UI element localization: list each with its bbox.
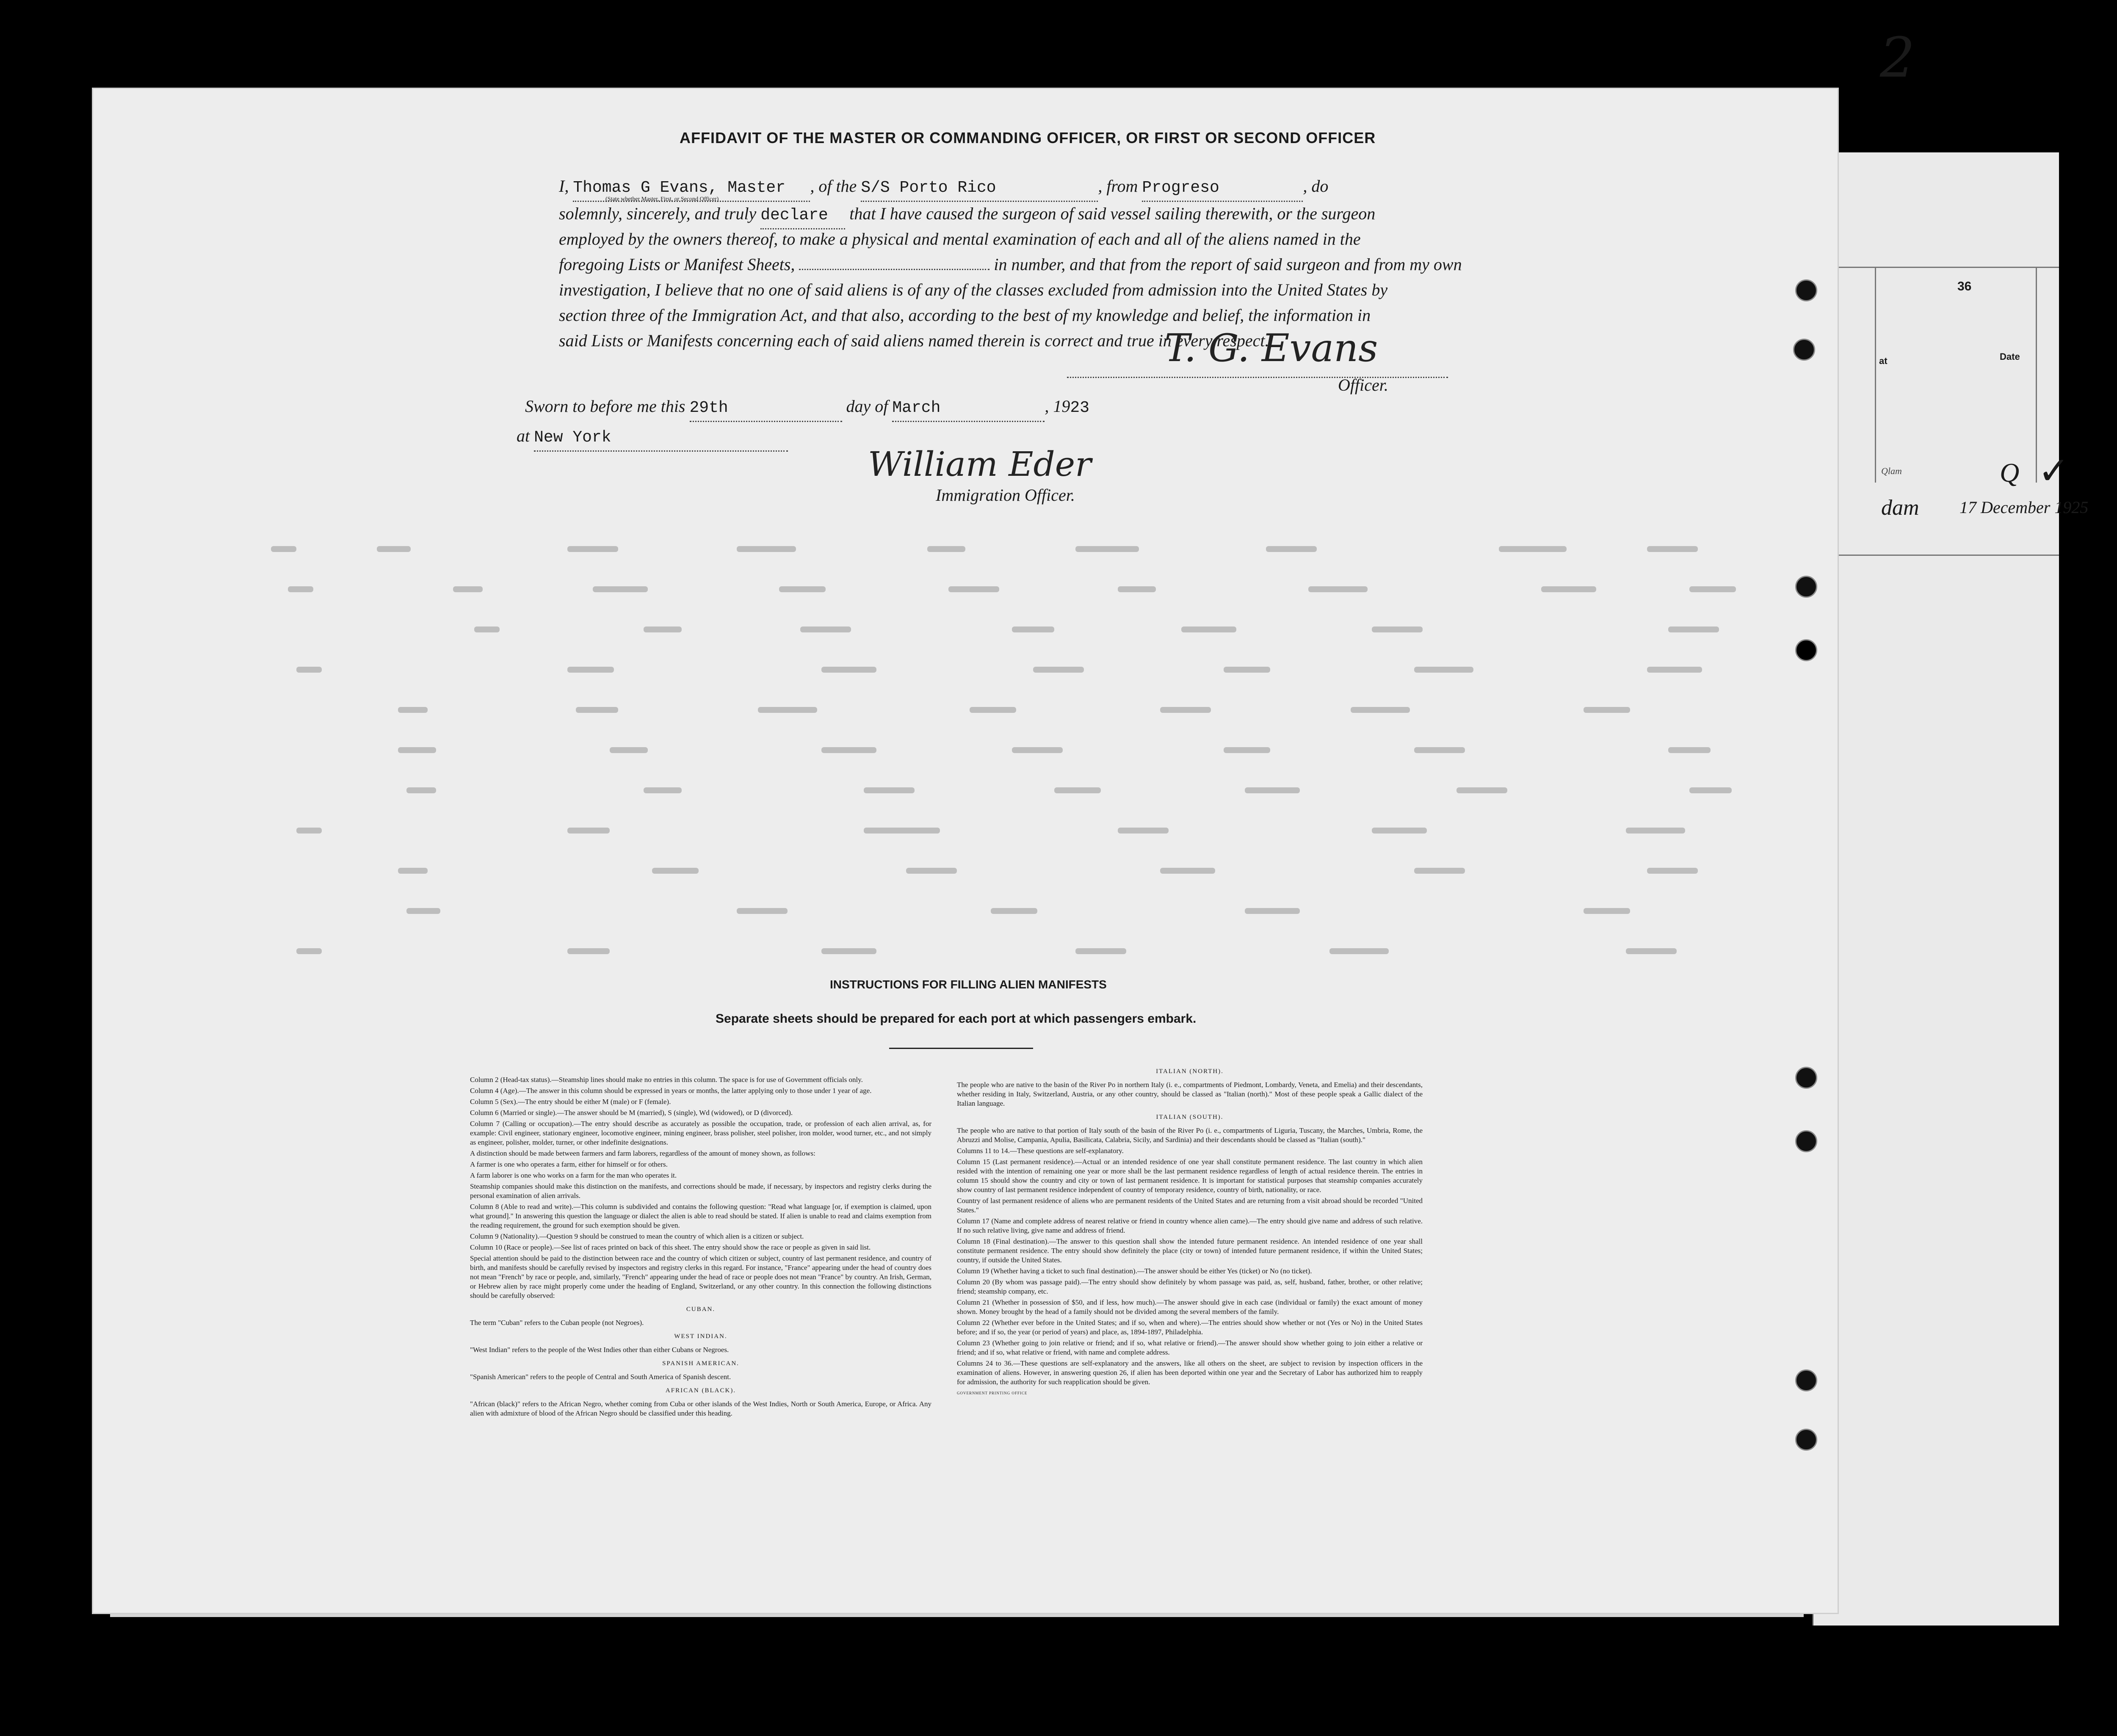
- check-mark: ✓: [2038, 450, 2070, 492]
- instruction-paragraph: Column 21 (Whether in possession of $50, and if less, how much).—The answer should give in each case (individual or family) the exact amount of money shown. Money brought by the head of a family should not be divided among the several members of the family.: [957, 1298, 1423, 1316]
- year-field: 23: [1070, 399, 1089, 417]
- punch-hole: [1795, 639, 1817, 661]
- instruction-paragraph: Column 19 (Whether having a ticket to such final destination).—The answer should be either Yes (ticket) or No (no ticket).: [957, 1267, 1312, 1275]
- instructions-divider: [889, 1048, 1033, 1049]
- punch-hole: [1795, 576, 1817, 598]
- instruction-paragraph: Special attention should be paid to the distinction between race and the country of which citizen or subject, country of last permanent residence, and country of birth, and manifests should be carefully revised by inspectors and registry clerks in this regard. For instance, "France" appearing under the head of country does not mean "French" by race or people, and, similarly, "French" appearing under the head of race or people does not mean "France" by country. An Irish, German, or Hebrew alien by race might properly come under the heading of England, Switzerland, or any other country. In this connection the following distinctions should be carefully observed:: [470, 1254, 931, 1300]
- instruction-paragraph: Column 6 (Married or single).—The answer should be M (married), S (single), Wd (widowed), or D (divorced).: [470, 1109, 793, 1117]
- affidavit-title: AFFIDAVIT OF THE MASTER OR COMMANDING OFFICER, OR FIRST OR SECOND OFFICER: [680, 129, 1376, 146]
- signature-line: [1067, 377, 1448, 378]
- italian-north-text: The people who are native to the basin of the River Po in northern Italy (i. e., compartments of Piedmont, Lombardy, Veneta, and Emelia) and their descendants, whether residing in Italy, Switzerland, Austria, or any other country, should be classed as "Italian (north)." Most of these people speak a Gallic dialect of the Italian language.: [957, 1081, 1423, 1107]
- vessel-field: S/S Porto Rico: [861, 175, 1098, 202]
- punch-hole: [1795, 1369, 1817, 1391]
- back-entry-date: 17 December 1925: [1959, 498, 2089, 517]
- printing-office: GOVERNMENT PRINTING OFFICE: [957, 1391, 1028, 1395]
- instruction-paragraph: Column 8 (Able to read and write).—This column is subdivided and contains the following question: "Read what language [or, if exemption is claimed, upon what ground]." In answering this question the language or dialect the alien is able to read should be stated. If alien is unable to read and claims exemption from the reading requirement, the ground for such exemption should be given.: [470, 1203, 931, 1229]
- instruction-paragraph: Country of last permanent residence of aliens who are permanent residents of the United States and are returning from a visit abroad should be recorded "United States.": [957, 1197, 1423, 1214]
- african-text: "African (black)" refers to the African Negro, whether coming from Cuba or other islands of the West Indies, North or South America, Europe, or Africa. Any alien with admixture of blood of the African Negro should be classified under this heading.: [470, 1400, 931, 1417]
- instruction-paragraph: Column 7 (Calling or occupation).—The entry should describe as accurately as possible the occupation, trade, or profession of each alien arrival, as, for example: Civil engineer, stationary engineer, locomotive engineer, mining engineer, brass polisher, steel polisher, iron molder, wood turner, etc., and not simply as engineer, polisher, molder, turner, or other indefinite designations.: [470, 1120, 931, 1146]
- instruction-paragraph: A distinction should be made between farmers and farm laborers, regardless of the amount of money shown, as follows:: [470, 1149, 815, 1157]
- instructions-right-column: [957, 1063, 1423, 1398]
- back-date-header: Date: [2000, 351, 2020, 362]
- day-field: 29th: [690, 395, 842, 422]
- instruction-paragraph: Column 2 (Head-tax status).—Steamship lines should make no entries in this column. The space is for use of Government officials only.: [470, 1076, 863, 1084]
- affidavit-line-6: section three of the Immigration Act, and that also, according to the best of my knowledge and belief, the information in: [559, 306, 1371, 325]
- instruction-paragraph: Column 5 (Sex).—The entry should be either M (male) or F (female).: [470, 1098, 671, 1106]
- corner-page-number: 2: [1880, 25, 1915, 90]
- bleed-through-rows: [271, 546, 1838, 991]
- officer-label: Officer.: [1338, 375, 1388, 395]
- instruction-paragraph: Column 17 (Name and complete address of nearest relative or friend in country whence alien came).—The entry should give name and address of such relative. If no such relative living, give name and address of friend.: [957, 1217, 1423, 1234]
- punch-hole: [1793, 339, 1815, 361]
- instruction-paragraph: A farm laborer is one who works on a farm for the man who operates it.: [470, 1171, 677, 1179]
- from-port-field: Progreso: [1142, 175, 1303, 202]
- spanish-american-heading: SPANISH AMERICAN.: [662, 1360, 739, 1367]
- spanish-american-text: "Spanish American" refers to the people of Central and South America of Spanish descent.: [470, 1373, 731, 1381]
- west-indian-text: "West Indian" refers to the people of the West Indies other than either Cubans or Negroes.: [470, 1346, 729, 1354]
- affidavit-line-2: solemnly, sincerely, and truly declare that I have caused the surgeon of said vessel sailing therewith, or the surgeon: [559, 201, 1375, 229]
- instruction-paragraph: Columns 24 to 36.—These questions are self-explanatory and the answers, like all others on the sheet, are subject to revision by inspection officers in the examination of aliens. However, in answering question 26, if alien has been deported within one year and the Secretary of Labor has authorized him to reapply for admission, the authority for such reapplication should be given.: [957, 1359, 1423, 1386]
- back-entry-destination: dam: [1881, 496, 1919, 520]
- punch-hole: [1795, 1067, 1817, 1089]
- back-entry-mark: Q: [2000, 458, 2020, 488]
- cuban-heading: CUBAN.: [686, 1306, 716, 1313]
- instruction-paragraph: Column 10 (Race or people).—See list of races printed on back of this sheet. The entry should show the race or people as given in said list.: [470, 1243, 871, 1251]
- instruction-paragraph: Steamship companies should make this distinction on the manifests, and corrections should be made, if necessary, by inspectors and registry clerks during the personal examination of alien arrivals.: [470, 1182, 931, 1200]
- master-signature: T. G. Evans: [1164, 326, 1378, 370]
- affidavit-line-4: foregoing Lists or Manifest Sheets, in number, and that from the report of said surgeon and from my own: [559, 255, 1462, 274]
- number-of-sheets-field: [799, 269, 989, 270]
- west-indian-heading: WEST INDIAN.: [674, 1333, 727, 1340]
- immigration-officer-signature: William Eder: [868, 444, 1092, 484]
- affidavit-line-3: employed by the owners thereof, to make a physical and mental examination of each and all of the aliens named in the: [559, 229, 1361, 248]
- cuban-text: The term "Cuban" refers to the Cuban people (not Negroes).: [470, 1319, 644, 1327]
- month-field: March: [892, 395, 1045, 422]
- instruction-paragraph: Column 18 (Final destination).—The answer to this question shall show the intended future permanent residence. An intended residence of one year shall constitute permanent residence. The entry should show definitely the place (city or town) of intended future permanent residence, if within the United States; country, if outside the United States.: [957, 1237, 1423, 1264]
- sworn-line: Sworn to before me this 29th day of March , 1923: [525, 394, 1089, 422]
- instructions-title: INSTRUCTIONS FOR FILLING ALIEN MANIFESTS: [830, 978, 1107, 991]
- back-sheet: [1812, 152, 2089, 1626]
- name-caption: (State whether Master, First, or Second Officer): [605, 196, 719, 202]
- back-entry-top: Qlam: [1881, 466, 1902, 476]
- italian-south-text: The people who are native to that portion of Italy south of the basin of the River Po (i. e., compartments of Liguria, Tuscany, the Marches, Umbria, Rome, the Abruzzi and Molise, Campania, Apulia, Basilicata, Calabria, Sicily, and Sardinia) and their descendants should be classed as "Italian (south).": [957, 1126, 1423, 1144]
- affidavit-line-5: investigation, I believe that no one of said aliens is of any of the classes excluded from admission into the United States by: [559, 280, 1388, 299]
- instructions-left-column: [470, 1075, 931, 1420]
- instruction-paragraph: Column 15 (Last permanent residence).—Actual or an intended residence of one year shall constitute permanent residence. The last country in which alien resided with the intention of remaining one year or more shall be the last permanent residence regardless of length of actual residence therein. The entries in column 15 should show the country and city or town of last permanent residence. It is important for statistical purposes that steamship companies accurately show country of last permanent residence independent of country of temporary residence, country of birth, nationality, or race.: [957, 1158, 1423, 1194]
- at-line: at New York: [517, 423, 788, 452]
- affidavit-line-1: I, Thomas G Evans, Master , of the S/S Porto Rico , from Progreso , do: [559, 174, 1490, 202]
- instruction-paragraph: Column 23 (Whether going to join relative or friend; and if so, what relative or friend).—The answer should show whether going to join either a relative or friend; and if so, what relative or friend, with name and complete address.: [957, 1339, 1423, 1356]
- back-col-header: at: [1879, 356, 1888, 366]
- italian-north-heading: ITALIAN (NORTH).: [1156, 1068, 1224, 1075]
- declare-field: declare: [760, 203, 845, 229]
- punch-hole: [1795, 1429, 1817, 1451]
- african-heading: AFRICAN (BLACK).: [665, 1387, 736, 1394]
- punch-hole: [1795, 1130, 1817, 1152]
- place-field: New York: [534, 425, 788, 452]
- punch-hole: [1795, 279, 1817, 301]
- instruction-paragraph: Column 22 (Whether ever before in the United States; and if so, when and where).—The entries should show whether or not (Yes or No) in the United States before; and if so, the year (or period of years) and place, as, 1894-1897, Philadelphia.: [957, 1319, 1423, 1336]
- instruction-paragraph: Column 4 (Age).—The answer in this column should be expressed in years or months, the latter applying only to those under 1 year of age.: [470, 1087, 872, 1095]
- instruction-paragraph: Column 9 (Nationality).—Question 9 should be construed to mean the country of which alien is a citizen or subject.: [470, 1232, 804, 1240]
- instruction-paragraph: Columns 11 to 14.—These questions are self-explanatory.: [957, 1147, 1124, 1155]
- master-name-field: Thomas G Evans, Master: [573, 175, 810, 202]
- italian-south-heading: ITALIAN (SOUTH).: [1156, 1114, 1224, 1121]
- instruction-paragraph: Column 20 (By whom was passage paid).—The entry should show definitely by whom passage was paid, as, self, husband, father, brother, or other relative; friend; steamship company, etc.: [957, 1278, 1423, 1295]
- back-col-number: 36: [1957, 279, 1972, 293]
- affidavit-line-7: said Lists or Manifests concerning each of said aliens named therein is correct and true in every respect.: [559, 331, 1269, 350]
- instructions-subtitle: Separate sheets should be prepared for each port at which passengers embark.: [716, 1012, 1197, 1026]
- instruction-paragraph: A farmer is one who operates a farm, either for himself or for others.: [470, 1160, 668, 1168]
- immigration-officer-label: Immigration Officer.: [936, 486, 1075, 505]
